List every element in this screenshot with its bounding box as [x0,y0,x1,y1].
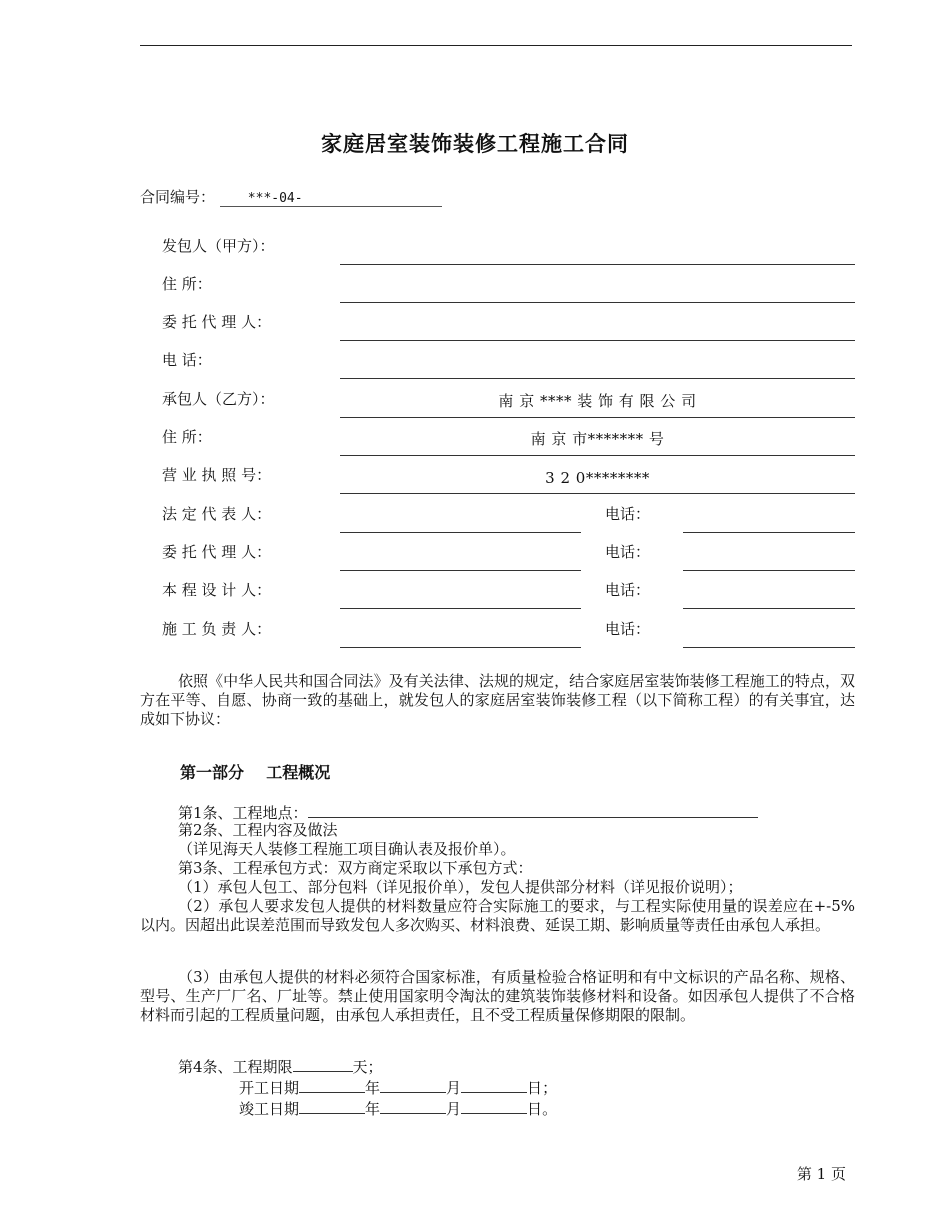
b-agent-tel-label: 电话： [605,543,651,561]
article-1-label: 第1条、工程地点： [178,804,308,822]
start-month-unit: 月 [446,1079,462,1097]
start-day-unit: 日 [527,1079,543,1097]
start-year-blank [299,1077,365,1093]
b-manager-tel-label: 电话： [605,620,651,638]
b-license-line [340,493,855,494]
form-row-b-designer [162,571,855,609]
b-manager-label: 施 工 负 责 人： [162,620,272,638]
end-date-label: 竣工日期 [239,1100,300,1118]
form-row-a-agent [162,303,855,341]
article-3-item-3: （3）由承包人提供的材料必须符合国家标准，有质量检验合格证明和有中文标识的产品名称、规格、型号、生产厂厂名、厂址等。禁止使用国家明令淘汰的建筑装饰装修材料和设备。如因承包人提供了不合格材料而引起的工程质量问题，由承包人承担责任，且不受工程质量保修期限的限制。 [140,968,855,1024]
b-designer-line [340,608,581,609]
b-designer-tel-line [683,608,855,609]
form-row-b-agent [162,533,855,571]
end-year-unit: 年 [365,1100,381,1118]
article-2: 第2条、工程内容及做法 [178,821,338,839]
article-3-item-1: （1）承包人包工、部分包料（详见报价单），发包人提供部分材料（详见报价说明）； [178,878,743,896]
article-3-item-2: （2）承包人要求发包人提供的材料数量应符合实际施工的要求，与工程实际使用量的误差应在+-5%以内。因超出此误差范围而导致发包人多次购买、材料浪费、延误工期、影响质量等责任由承包人承担。 [140,897,855,934]
end-month-unit: 月 [446,1100,462,1118]
header-rule [140,45,852,46]
form-row-b-legal-rep [162,495,855,533]
article-4-label: 第4条、工程期限 [178,1058,293,1076]
b-legal-rep-label: 法 定 代 表 人： [162,505,272,523]
article-1 [178,802,758,823]
part-1-title: 第一部分 工程概况 [180,763,331,782]
b-manager-line [340,647,581,648]
article-3: 第3条、工程承包方式：双方商定采取以下承包方式： [178,859,533,877]
form-row-party-a [162,227,855,265]
article-1-blank [308,802,758,818]
end-day-blank [461,1098,527,1114]
b-designer-label: 本 程 设 计 人： [162,581,272,599]
party-a-label: 发包人（甲方）： [162,237,275,255]
b-agent-label: 委 托 代 理 人： [162,543,272,561]
a-agent-label: 委 托 代 理 人： [162,313,272,331]
a-phone-label: 电 话： [162,351,212,369]
start-day-blank [461,1077,527,1093]
end-year-blank [299,1098,365,1114]
article-4-days-blank [293,1056,353,1072]
b-legal-rep-tel-label: 电话： [605,505,651,523]
start-month-blank [380,1077,446,1093]
party-b-label: 承包人（乙方）： [162,390,275,408]
form-row-party-b [162,380,855,418]
end-day-unit: 日 [527,1100,543,1118]
intro-paragraph: 依照《中华人民共和国合同法》及有关法律、法规的规定，结合家庭居室装饰装修工程施工的特点，双方在平等、自愿、协商一致的基础上，就发包人的家庭居室装饰装修工程（以下简称工程）的有关事宜，达成如下协议： [140,672,855,728]
form-row-a-address [162,265,855,303]
form-row-b-license [162,456,855,494]
article-4-unit: 天； [352,1058,383,1076]
start-date-label: 开工日期 [239,1079,300,1097]
article-2-note: （详见海天人装修工程施工项目确认表及报价单）。 [178,840,516,858]
form-row-b-manager [162,610,855,648]
end-month-blank [380,1098,446,1114]
b-manager-tel-line [683,647,855,648]
end-date-end-mark: 。 [542,1100,558,1118]
a-phone-line [340,378,855,379]
b-designer-tel-label: 电话： [605,581,651,599]
contract-number-value: ***-04- [220,191,442,207]
party-b-value: 南 京 **** 装 饰 有 限 公 司 [498,392,697,410]
start-year-unit: 年 [365,1079,381,1097]
b-license-label: 营 业 执 照 号： [162,466,272,484]
form-row-b-address [162,418,855,456]
contract-number [140,186,442,207]
page-number: 第 1 页 [796,1165,846,1183]
start-date [239,1077,557,1098]
article-4 [178,1056,383,1077]
a-address-label: 住 所： [162,275,212,293]
end-date [239,1098,557,1119]
b-address-label: 住 所： [162,428,212,446]
contract-number-label: 合同编号： [140,188,216,206]
start-date-end-mark: ； [542,1079,558,1097]
document-title: 家庭居室装饰装修工程施工合同 [321,131,629,156]
b-license-value: 3 2 0******** [545,469,650,487]
b-address-value: 南 京 市******* 号 [530,430,665,448]
form-row-a-phone [162,341,855,379]
